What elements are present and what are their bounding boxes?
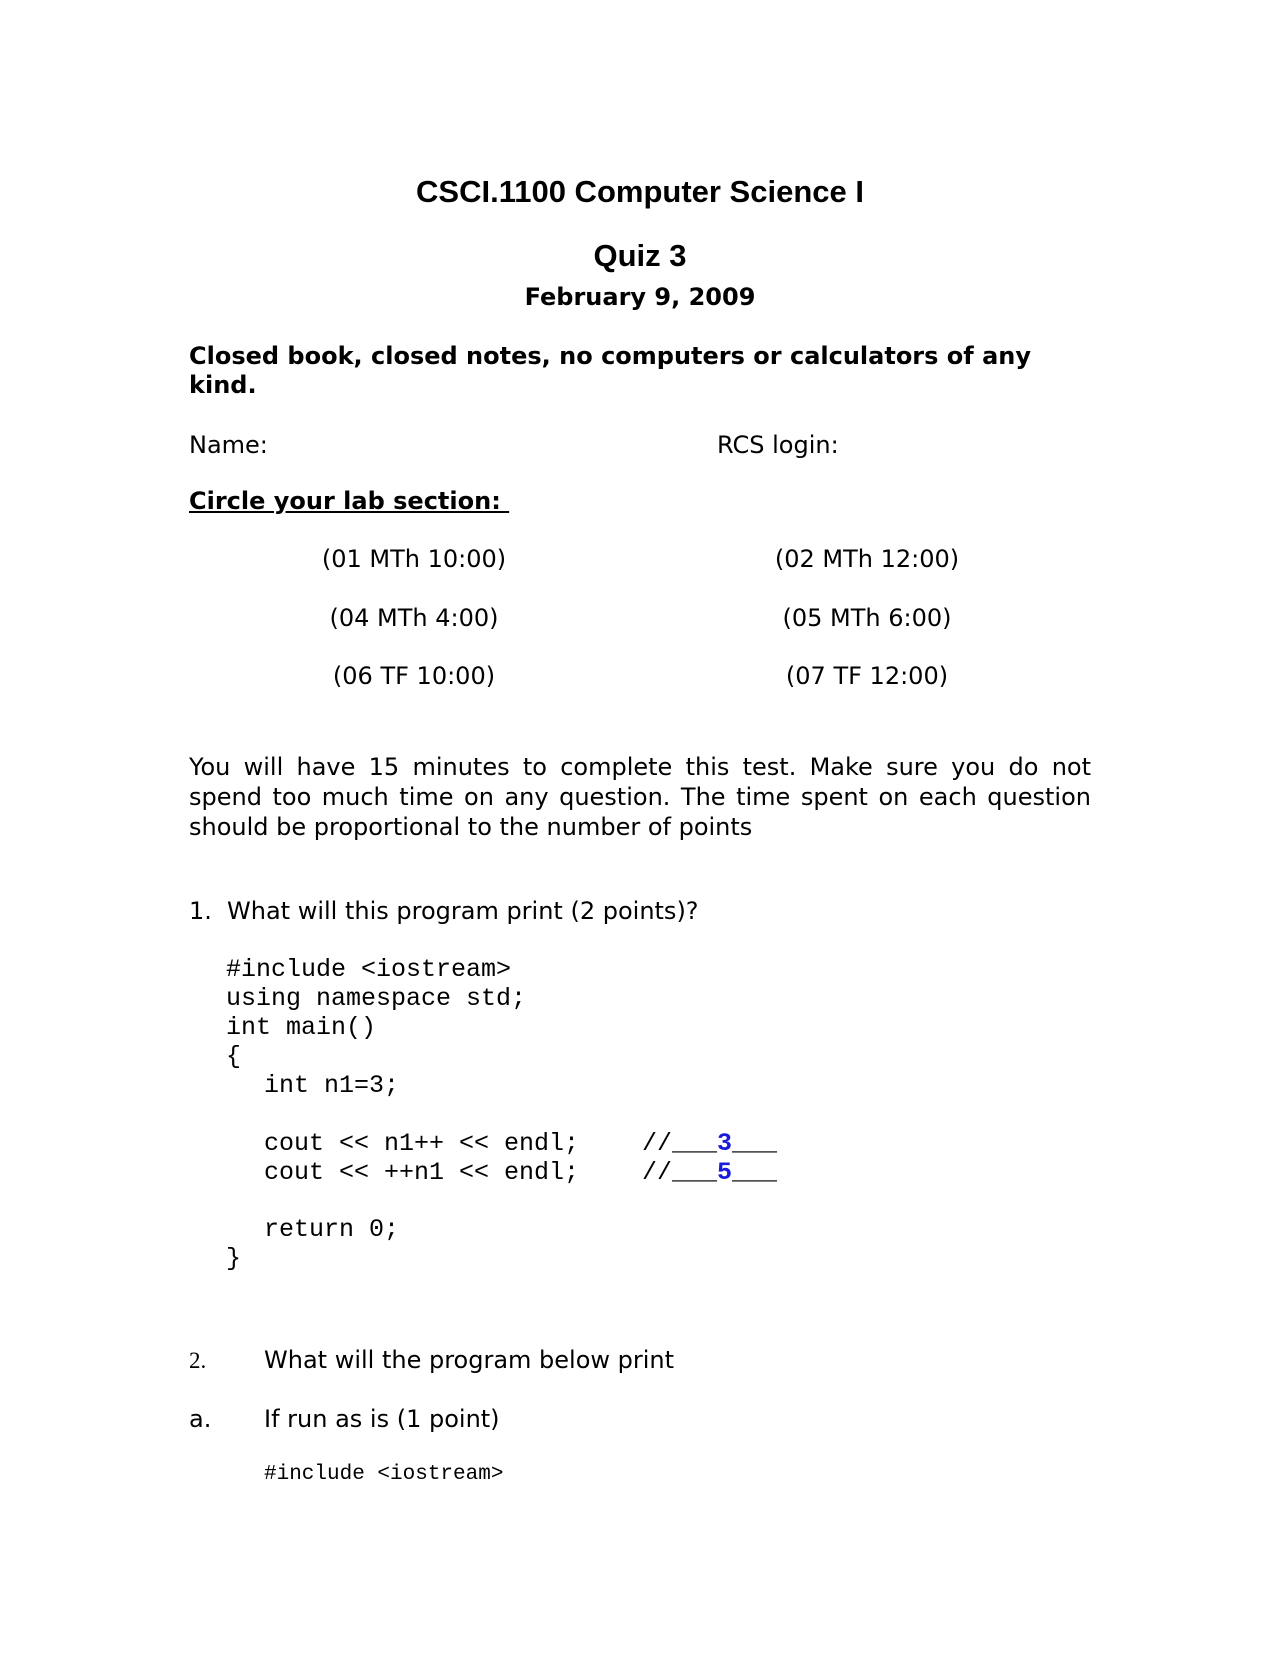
answer-value: 3 [717,1129,733,1158]
instructions-paragraph: You will have 15 minutes to complete this test. Make sure you do not spend too much time on any question. The time spent on each question should be proportional to the number of points [189,753,1091,841]
question-number: 2. [189,1348,207,1373]
exam-rules: Closed book, closed notes, no computers or calculators of any kind. [189,342,1031,399]
lab-section-option: (06 TF 10:00) [332,662,496,690]
comment-prefix: //___ [642,1129,718,1158]
answer-value: 5 [717,1158,733,1187]
comment-suffix: ___ [732,1129,778,1158]
lab-section-heading: Circle your lab section: [189,487,510,515]
question-number: 1. [189,897,212,925]
lab-section-option: (01 MTh 10:00) [321,545,507,573]
code-line: #include <iostream> [226,955,512,984]
comment-prefix: //___ [642,1158,718,1187]
code-line: int n1=3; [264,1071,400,1100]
code-line: return 0; [264,1215,400,1244]
lab-section-option: (05 MTh 6:00) [782,604,952,632]
code-line: cout << ++n1 << endl; [264,1158,580,1187]
answer-blank [642,1129,777,1158]
question-text: What will the program below print [264,1346,675,1374]
lab-section-option: (02 MTh 12:00) [774,545,960,573]
code-line: #include <iostream> [264,1463,504,1486]
lab-section-option: (07 TF 12:00) [785,662,949,690]
quiz-title: Quiz 3 [593,238,687,273]
code-line: } [226,1244,242,1273]
part-label: a. [189,1405,212,1433]
code-line: using namespace std; [226,984,527,1013]
question-1 [189,897,699,925]
quiz-date: February 9, 2009 [524,283,756,311]
name-field-label: Name: [189,431,268,459]
part-text: If run as is (1 point) [264,1405,500,1433]
answer-blank [642,1158,777,1187]
code-line: int main() [226,1013,377,1042]
code-line: { [226,1042,242,1071]
code-line: cout << n1++ << endl; [264,1129,580,1158]
lab-section-option: (04 MTh 4:00) [329,604,499,632]
course-title: CSCI.1100 Computer Science I [416,174,864,209]
question-text: What will this program print (2 points)? [227,897,699,925]
comment-suffix: ___ [732,1158,778,1187]
rcs-login-label: RCS login: [717,431,839,459]
